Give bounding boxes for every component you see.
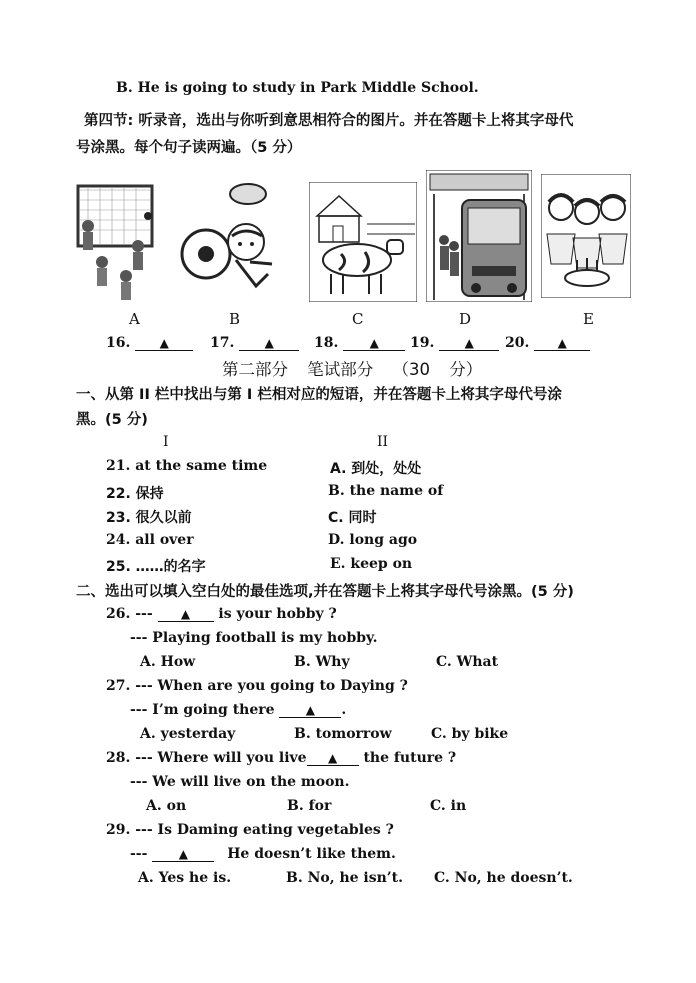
column-header-ii: II	[377, 434, 389, 450]
response-27: --- I’m going there ▲ .	[130, 702, 347, 718]
option-b-line: B. He is going to study in Park Middle School.	[116, 80, 479, 96]
picture-label-a: A	[129, 310, 140, 328]
q28-option-b: B. for	[287, 798, 332, 814]
q26-option-b: B. Why	[294, 654, 350, 670]
response-26: --- Playing football is my hobby.	[130, 630, 378, 646]
column-header-i: I	[163, 434, 169, 450]
response-29: --- ▲ He doesn’t like them.	[130, 846, 396, 862]
q29-option-c: C. No, he doesn’t.	[434, 870, 573, 886]
blank-mark-icon: ▲	[239, 336, 299, 351]
blank-mark-icon: ▲	[279, 703, 341, 718]
picture-boy-fall	[176, 174, 286, 304]
q27-option-b: B. tomorrow	[294, 726, 392, 742]
q26-option-c: C. What	[436, 654, 499, 670]
answer-blank-18: 18. ▲	[314, 335, 405, 351]
q27-option-c: C. by bike	[431, 726, 509, 742]
picture-birthday-party	[541, 174, 631, 298]
response-28: --- We will live on the moon.	[130, 774, 350, 790]
picture-cow-farm	[309, 182, 417, 302]
match-left-23: 23. 很久以前	[106, 510, 192, 526]
section4-instruction-line2: 号涂黑。每个句子读两遍。（5 分）	[76, 140, 302, 156]
match-left-22: 22. 保持	[106, 486, 164, 502]
picture-label-e: E	[583, 310, 594, 328]
question-27: 27. --- When are you going to Daying ?	[106, 678, 408, 694]
q29-option-b: B. No, he isn’t.	[286, 870, 404, 886]
blank-mark-icon: ▲	[534, 336, 590, 351]
section1-instruction-line2: 黑。(5 分)	[76, 412, 148, 428]
section2-instruction: 二、选出可以填入空白处的最佳选项,并在答题卡上将其字母代号涂黑。(5 分)	[76, 584, 574, 600]
q28-option-a: A. on	[146, 798, 187, 814]
picture-label-b: B	[229, 310, 241, 328]
section1-instruction-line1: 一、从第 II 栏中找出与第 I 栏相对应的短语，并在答题卡上将其字母代号涂	[76, 387, 562, 403]
match-right-a: A. 到处，处处	[330, 461, 422, 477]
answer-blank-19: 19. ▲	[410, 335, 499, 351]
q26-option-a: A. How	[140, 654, 196, 670]
blank-mark-icon: ▲	[439, 336, 499, 351]
picture-label-d: D	[459, 310, 472, 328]
blank-mark-icon: ▲	[158, 607, 214, 622]
match-left-25: 25. ……的名字	[106, 559, 206, 575]
picture-bus-station	[426, 170, 532, 302]
q27-option-a: A. yesterday	[140, 726, 236, 742]
blank-mark-icon: ▲	[135, 336, 193, 351]
q29-option-a: A. Yes he is.	[138, 870, 232, 886]
question-28: 28. --- Where will you live ▲ the future ?	[106, 750, 457, 766]
picture-label-c: C	[352, 310, 364, 328]
match-left-24: 24. all over	[106, 532, 194, 548]
answer-blank-16: 16. ▲	[106, 335, 193, 351]
blank-mark-icon: ▲	[307, 751, 359, 766]
answer-blank-17: 17. ▲	[210, 335, 299, 351]
blank-mark-icon: ▲	[152, 847, 214, 862]
picture-football	[68, 176, 164, 306]
question-29: 29. --- Is Daming eating vegetables ?	[106, 822, 394, 838]
match-right-b: B. the name of	[328, 483, 444, 499]
match-left-21: 21. at the same time	[106, 458, 268, 474]
q28-option-c: C. in	[430, 798, 467, 814]
blank-mark-icon: ▲	[343, 336, 405, 351]
section4-instruction-line1: 第四节: 听录音，选出与你听到意思相符合的图片。并在答题卡上将其字母代	[84, 113, 574, 129]
match-right-d: D. long ago	[328, 532, 418, 548]
answer-blank-20: 20. ▲	[505, 335, 590, 351]
question-26: 26. --- ▲ is your hobby ?	[106, 606, 337, 622]
match-right-c: C. 同时	[328, 510, 377, 526]
part2-title: 第二部分 笔试部分 （30 分）	[222, 360, 483, 379]
match-right-e: E. keep on	[330, 556, 413, 572]
